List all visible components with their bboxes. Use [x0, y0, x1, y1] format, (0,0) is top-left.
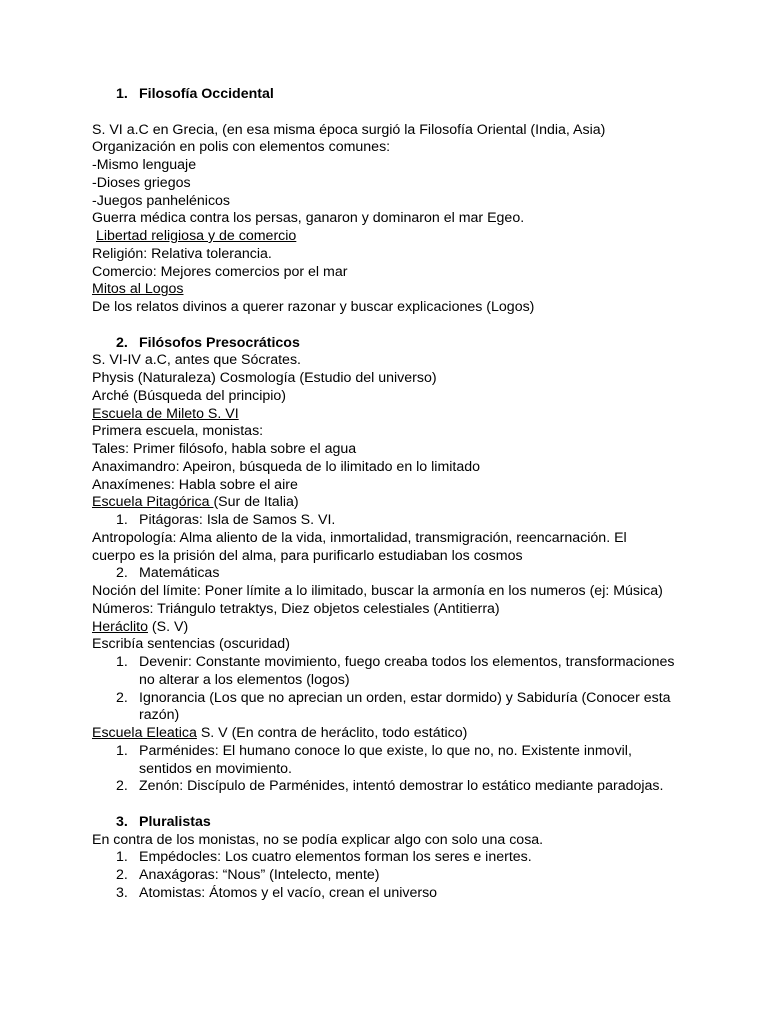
list-item: 2. Anaxágoras: “Nous” (Intelecto, mente) — [116, 867, 380, 883]
underlined-subheading: Mitos al Logos — [92, 281, 184, 298]
paragraph-line: -Mismo lenguaje — [92, 157, 197, 173]
paragraph-line: Religión: Relativa tolerancia. — [92, 245, 272, 262]
paragraph-line: -Juegos panhelénicos — [92, 192, 231, 209]
underlined-subheading: Escuela Eleatica S. V (En contra de heráclito, todo estático) — [92, 725, 468, 741]
list-item: 1. Devenir: Constante movimiento, fuego creaba todos los elementos, transformaciones no alterar a los elementos (logos) — [116, 654, 675, 688]
underlined-subheading: Escuela de Mileto S. VI — [92, 405, 239, 422]
underlined-subheading: Libertad religiosa y de comercio — [96, 228, 297, 244]
document-body — [92, 86, 692, 903]
underlined-subheading: Escuela Pitagórica (Sur de Italia) — [92, 494, 299, 511]
paragraph-line: De los relatos divinos a querer razonar y buscar explicaciones (Logos) — [92, 299, 535, 315]
paragraph-line: cuerpo es la prisión del alma, para purificarlo estudiaban los cosmos — [92, 547, 523, 564]
heading-number: 2. — [116, 334, 128, 351]
list-item: 1. Pitágoras: Isla de Samos S. VI. — [116, 512, 336, 528]
paragraph-line: -Dioses griegos — [92, 174, 191, 191]
paragraph-line: Antropología: Alma aliento de la vida, inmortalidad, transmigración, reencarnación. El — [92, 529, 627, 546]
paragraph-line: Guerra médica contra los persas, ganaron y dominaron el mar Egeo. — [92, 210, 525, 227]
heading-title: Filósofos Presocráticos — [139, 334, 300, 351]
section-heading-3 — [92, 814, 692, 832]
underlined-subheading: Heráclito (S. V) — [92, 618, 189, 635]
heading-number: 3. — [116, 813, 128, 830]
paragraph-line: Noción del límite: Poner límite a lo ilimitado, buscar la armonía en los numeros (ej: Música) — [92, 583, 663, 599]
section-heading-1 — [92, 86, 692, 104]
list-item: 2. Ignorancia (Los que no aprecian un orden, estar dormido) y Sabiduría (Conocer esta razón) — [116, 689, 671, 724]
paragraph-line: En contra de los monistas, no se podía explicar algo con solo una cosa. — [92, 831, 544, 848]
paragraph-line: Anaximandro: Apeiron, búsqueda de lo ilimitado en lo limitado — [92, 458, 481, 475]
paragraph-line: Tales: Primer filósofo, habla sobre el agua — [92, 441, 357, 457]
paragraph-line: S. VI-IV a.C, antes que Sócrates. — [92, 352, 301, 369]
list-item: 3. Atomistas: Átomos y el vacío, crean el universo — [116, 884, 438, 901]
paragraph-line: Physis (Naturaleza) Cosmología (Estudio del universo) — [92, 370, 437, 386]
paragraph-line: S. VI a.C en Grecia, (en esa misma época surgió la Filosofía Oriental (India, Asia) — [92, 121, 606, 138]
list-item: 2. Matemáticas — [116, 565, 220, 582]
paragraph-line: Primera escuela, monistas: — [92, 423, 264, 440]
paragraph-line: Números: Triángulo tetraktys, Diez objetos celestiales (Antitierra) — [92, 600, 500, 617]
list-item: 2. Zenón: Discípulo de Parménides, intentó demostrar lo estático mediante paradojas. — [116, 778, 664, 795]
paragraph-line: Comercio: Mejores comercios por el mar — [92, 263, 348, 280]
section-heading-2 — [92, 335, 692, 353]
paragraph-line: Organización en polis con elementos comunes: — [92, 139, 391, 156]
heading-title: Pluralistas — [139, 813, 211, 830]
paragraph-line: Arché (Búsqueda del principio) — [92, 387, 287, 404]
list-item: 1. Parménides: El humano conoce lo que existe, lo que no, no. Existente inmovil, sentidos en movimiento. — [116, 742, 632, 777]
paragraph-line: Escribía sentencias (oscuridad) — [92, 636, 290, 653]
paragraph-line: Anaxímenes: Habla sobre el aire — [92, 476, 298, 493]
heading-title: Filosofía Occidental — [139, 86, 274, 102]
list-item: 1. Empédocles: Los cuatro elementos forman los seres e inertes. — [116, 849, 532, 866]
heading-number: 1. — [116, 86, 128, 102]
